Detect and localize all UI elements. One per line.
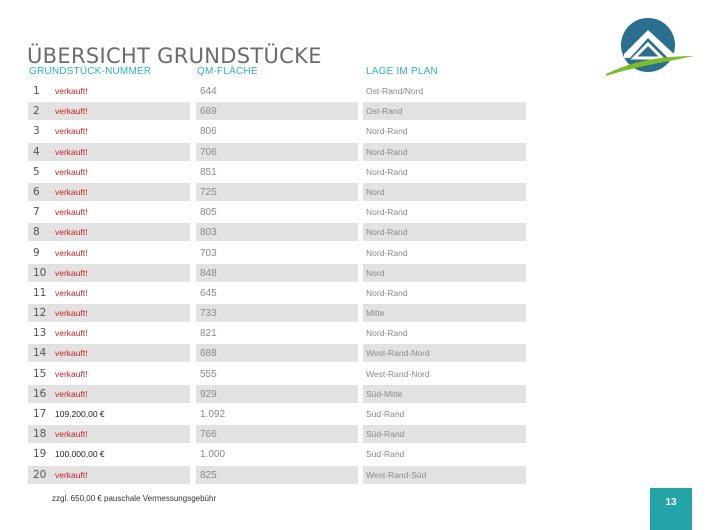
page-number: 13 <box>665 497 677 508</box>
parcel-area-cell <box>196 344 358 362</box>
table-row <box>0 283 720 303</box>
parcel-area-cell <box>196 264 358 282</box>
table-row <box>0 263 720 283</box>
parcel-number: 3 <box>33 125 40 138</box>
parcel-area: 725 <box>200 186 217 198</box>
parcel-area: 806 <box>200 126 217 138</box>
table-row <box>0 404 720 424</box>
parcel-number-cell <box>28 163 190 181</box>
parcel-number-cell <box>28 425 190 443</box>
parcel-area-cell <box>196 324 358 342</box>
table-row <box>0 222 720 242</box>
table-row <box>0 182 720 202</box>
table-row <box>0 81 720 101</box>
parcel-location: Nord-Rand <box>366 166 408 177</box>
parcel-number: 17 <box>33 408 47 420</box>
parcel-location-cell <box>363 82 526 100</box>
parcel-location-cell <box>363 183 526 201</box>
parcel-location-cell <box>363 223 526 241</box>
parcel-location: West-Rand-Süd <box>366 469 427 480</box>
parcel-location: West-Rand-Nord <box>366 368 430 379</box>
parcel-number: 18 <box>33 428 47 441</box>
parcel-area: 645 <box>200 287 217 299</box>
parcel-area: 689 <box>200 106 217 118</box>
table-row <box>0 384 720 404</box>
parcel-status: verkauft! <box>55 86 88 96</box>
table-row <box>0 243 720 263</box>
page-number-badge <box>650 488 692 530</box>
parcel-number-cell <box>28 365 190 383</box>
parcel-location-cell <box>363 143 526 161</box>
parcel-location: Süd-Rand <box>366 409 405 419</box>
parcel-area: 644 <box>200 86 217 97</box>
parcel-number-cell <box>28 284 190 302</box>
column-header-flaeche: QM-FLÄCHE <box>197 66 258 77</box>
parcel-location: Mitte <box>366 308 385 319</box>
parcel-status: verkauft! <box>55 267 88 278</box>
parcel-area-cell <box>196 183 358 201</box>
parcel-location: Süd-Rand <box>366 449 405 460</box>
parcel-area-cell <box>196 466 358 484</box>
parcel-location: Süd-Rand <box>366 429 405 440</box>
parcel-area-cell <box>196 82 358 100</box>
parcel-number: 20 <box>33 468 47 481</box>
parcel-location-cell <box>363 264 526 282</box>
parcel-area: 929 <box>200 388 217 400</box>
column-header-lage: LAGE IM PLAN <box>366 66 438 77</box>
parcel-status: 109.200,00 € <box>55 409 105 419</box>
parcel-number-cell <box>28 304 190 322</box>
parcel-location: Nord-Rand <box>366 287 408 298</box>
parcel-number: 9 <box>33 246 40 259</box>
parcel-number: 7 <box>33 206 40 219</box>
parcel-area: 1.092 <box>200 409 226 420</box>
parcel-number: 15 <box>33 367 47 380</box>
parcel-area: 825 <box>200 469 217 481</box>
parcel-area-cell <box>196 203 358 221</box>
table-row <box>0 444 720 464</box>
table-row <box>0 465 720 485</box>
parcel-status: verkauft! <box>55 166 88 177</box>
parcel-status: verkauft! <box>55 247 88 258</box>
parcel-status: verkauft! <box>55 348 88 359</box>
house-roof-logo-icon <box>604 16 696 78</box>
parcel-area-cell <box>196 284 358 302</box>
parcel-number-cell <box>28 264 190 282</box>
parcel-area: 1.000 <box>200 449 226 461</box>
parcel-area: 688 <box>200 348 217 360</box>
parcel-number: 4 <box>33 145 40 158</box>
parcel-area-cell <box>196 365 358 383</box>
parcel-location-cell <box>363 385 526 403</box>
table-row <box>0 343 720 363</box>
table-row <box>0 303 720 323</box>
parcel-number: 10 <box>33 266 47 279</box>
table-row <box>0 101 720 121</box>
parcel-area: 555 <box>200 368 217 380</box>
parcel-number: 6 <box>33 185 40 198</box>
parcel-status: verkauft! <box>55 106 88 117</box>
parcel-number: 12 <box>33 307 47 320</box>
parcel-status: 100.000,00 € <box>55 449 105 460</box>
parcel-status: verkauft! <box>55 227 88 238</box>
parcel-area-cell <box>196 143 358 161</box>
parcel-status: verkauft! <box>55 368 88 379</box>
parcel-status: verkauft! <box>55 287 88 298</box>
parcel-area: 848 <box>200 267 217 279</box>
parcel-number-cell <box>28 405 190 423</box>
parcel-area-cell <box>196 405 358 423</box>
parcel-number: 5 <box>33 165 40 178</box>
parcel-area-cell <box>196 425 358 443</box>
parcel-area-cell <box>196 244 358 262</box>
table-row <box>0 162 720 182</box>
parcel-location: Nord-Rand <box>366 328 408 339</box>
parcel-number-cell <box>28 102 190 120</box>
parcel-status: verkauft! <box>55 429 88 440</box>
parcel-location-cell <box>363 102 526 120</box>
parcel-area: 803 <box>200 227 217 239</box>
table-row <box>0 323 720 343</box>
parcel-location: Süd-Mitte <box>366 388 403 399</box>
parcel-location-cell <box>363 122 526 140</box>
table-row <box>0 364 720 384</box>
parcel-table <box>0 81 720 485</box>
table-row <box>0 202 720 222</box>
parcel-location-cell <box>363 203 526 221</box>
column-header-nummer: GRUNDSTÜCK-NUMMER <box>29 66 152 77</box>
parcel-number-cell <box>28 466 190 484</box>
parcel-number: 8 <box>33 226 40 239</box>
parcel-number: 2 <box>33 105 40 118</box>
parcel-location: Nord <box>366 267 385 278</box>
parcel-number-cell <box>28 223 190 241</box>
parcel-number-cell <box>28 385 190 403</box>
parcel-area-cell <box>196 102 358 120</box>
parcel-location: Ost-Rand <box>366 106 403 117</box>
table-row <box>0 424 720 444</box>
parcel-status: verkauft! <box>55 308 88 319</box>
parcel-number: 16 <box>33 387 47 400</box>
parcel-number-cell <box>28 203 190 221</box>
parcel-area-cell <box>196 304 358 322</box>
parcel-location: Nord-Rand <box>366 227 408 238</box>
parcel-number: 13 <box>33 327 47 340</box>
parcel-area-cell <box>196 385 358 403</box>
parcel-location-cell <box>363 466 526 484</box>
table-row <box>0 142 720 162</box>
parcel-status: verkauft! <box>55 126 88 137</box>
parcel-area-cell <box>196 223 358 241</box>
parcel-area: 733 <box>200 308 217 320</box>
parcel-number-cell <box>28 82 190 100</box>
parcel-number-cell <box>28 122 190 140</box>
parcel-status: verkauft! <box>55 207 88 218</box>
parcel-status: verkauft! <box>55 186 88 197</box>
parcel-area: 706 <box>200 146 217 158</box>
parcel-status: verkauft! <box>55 469 88 480</box>
parcel-area-cell <box>196 445 358 463</box>
parcel-number: 14 <box>33 347 47 360</box>
parcel-area: 821 <box>200 328 217 340</box>
parcel-location: Nord-Rand <box>366 247 408 258</box>
parcel-location-cell <box>363 425 526 443</box>
parcel-location: Ost-Rand/Nord <box>366 86 424 96</box>
parcel-status: verkauft! <box>55 388 88 399</box>
parcel-status: verkauft! <box>55 328 88 339</box>
parcel-location: Nord-Rand <box>366 146 408 157</box>
page-title: ÜBERSICHT GRUNDSTÜCKE <box>27 44 322 69</box>
parcel-location-cell <box>363 365 526 383</box>
parcel-number-cell <box>28 244 190 262</box>
parcel-number: 19 <box>33 448 47 461</box>
parcel-number: 11 <box>33 286 47 299</box>
parcel-location: Nord-Rand <box>366 207 408 218</box>
parcel-area: 805 <box>200 207 217 219</box>
parcel-number: 1 <box>33 85 40 97</box>
parcel-number-cell <box>28 344 190 362</box>
parcel-number-cell <box>28 183 190 201</box>
parcel-status: verkauft! <box>55 146 88 157</box>
parcel-area-cell <box>196 163 358 181</box>
parcel-location: Nord <box>366 186 385 197</box>
parcel-number-cell <box>28 324 190 342</box>
parcel-location-cell <box>363 445 526 463</box>
parcel-area: 851 <box>200 166 217 178</box>
parcel-area: 766 <box>200 429 217 441</box>
parcel-location-cell <box>363 324 526 342</box>
parcel-number-cell <box>28 143 190 161</box>
parcel-location-cell <box>363 244 526 262</box>
table-row <box>0 121 720 141</box>
parcel-location-cell <box>363 344 526 362</box>
parcel-number-cell <box>28 445 190 463</box>
parcel-area: 703 <box>200 247 217 259</box>
footnote: zzgl. 650,00 € pauschale Vermessungsgebühr <box>52 494 217 503</box>
parcel-area-cell <box>196 122 358 140</box>
parcel-location: West-Rand-Nord <box>366 348 430 359</box>
parcel-location-cell <box>363 405 526 423</box>
parcel-location-cell <box>363 163 526 181</box>
parcel-location-cell <box>363 284 526 302</box>
parcel-location-cell <box>363 304 526 322</box>
parcel-location: Nord-Rand <box>366 126 408 137</box>
